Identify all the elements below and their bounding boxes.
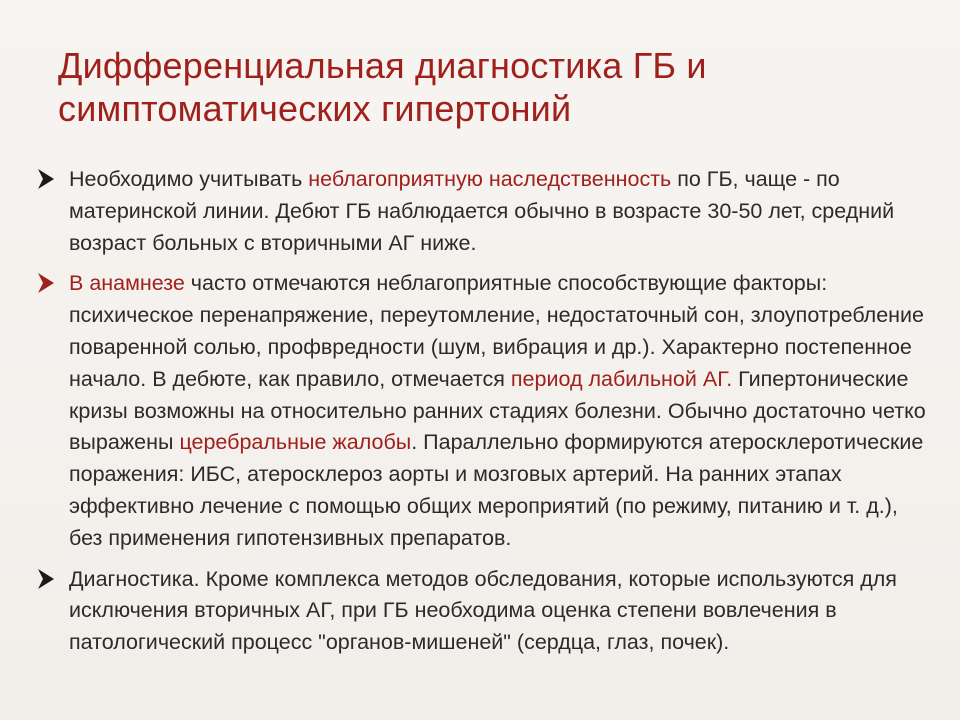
arrow-bullet-icon (36, 270, 56, 296)
highlight-cerebral-complaints: церебральные жалобы (179, 430, 412, 455)
arrow-bullet-icon (36, 166, 56, 192)
bullet-item-anamnesis (36, 268, 928, 554)
bullet-list (36, 164, 928, 668)
highlight-heredity: неблагоприятную наследственность (308, 167, 672, 191)
arrow-bullet-icon (36, 566, 56, 592)
bullet-text: часто отмечаются неблагоприятные способствующие факторы: психическое перенапряжение, переутомление, недостаточный сон, злоупотребление поваренной солью, профвредности (шум, вибрация и др.). Характерно постепенное начало. В дебюте, как правило, отмечается (69, 271, 925, 391)
bullet-item-heredity (36, 164, 928, 259)
bullet-text: Диагностика. Кроме комплекса методов обследования, которые используются для исключения вторичных АГ, при ГБ необходима оценка степени вовлечения в патологический процесс "органов-мишеней" (сердца, глаз, почек). (69, 566, 897, 655)
bullet-text: Необходимо учитывать (69, 167, 309, 191)
highlight-labile-period: период лабильной АГ. (510, 366, 733, 391)
bullet-text: Гипертонические кризы возможны на относительно ранних стадиях болезни. Обычно достаточно четко выражены (69, 366, 926, 455)
bullet-text: по ГБ, чаще - по материнской линии. Дебют ГБ наблюдается обычно в возрасте 30-50 лет, средний возраст больных с вторичными АГ ниже. (69, 167, 895, 255)
slide-title-line-2: симптоматических гипертоний (58, 88, 572, 129)
bullet-text: . Параллельно формируются атеросклеротические поражения: ИБС, атеросклероз аорты и мозговых артерий. На ранних этапах эффективно лечение с помощью общих мероприятий (по режиму, питанию и т. д.), без применения гипотензивных препаратов. (69, 430, 924, 550)
slide-title (58, 44, 918, 130)
highlight-anamnesis: В анамнезе (69, 271, 185, 296)
slide-title-line-1: Дифференциальная диагностика ГБ и (58, 45, 707, 86)
bullet-item-diagnostics (36, 564, 928, 659)
